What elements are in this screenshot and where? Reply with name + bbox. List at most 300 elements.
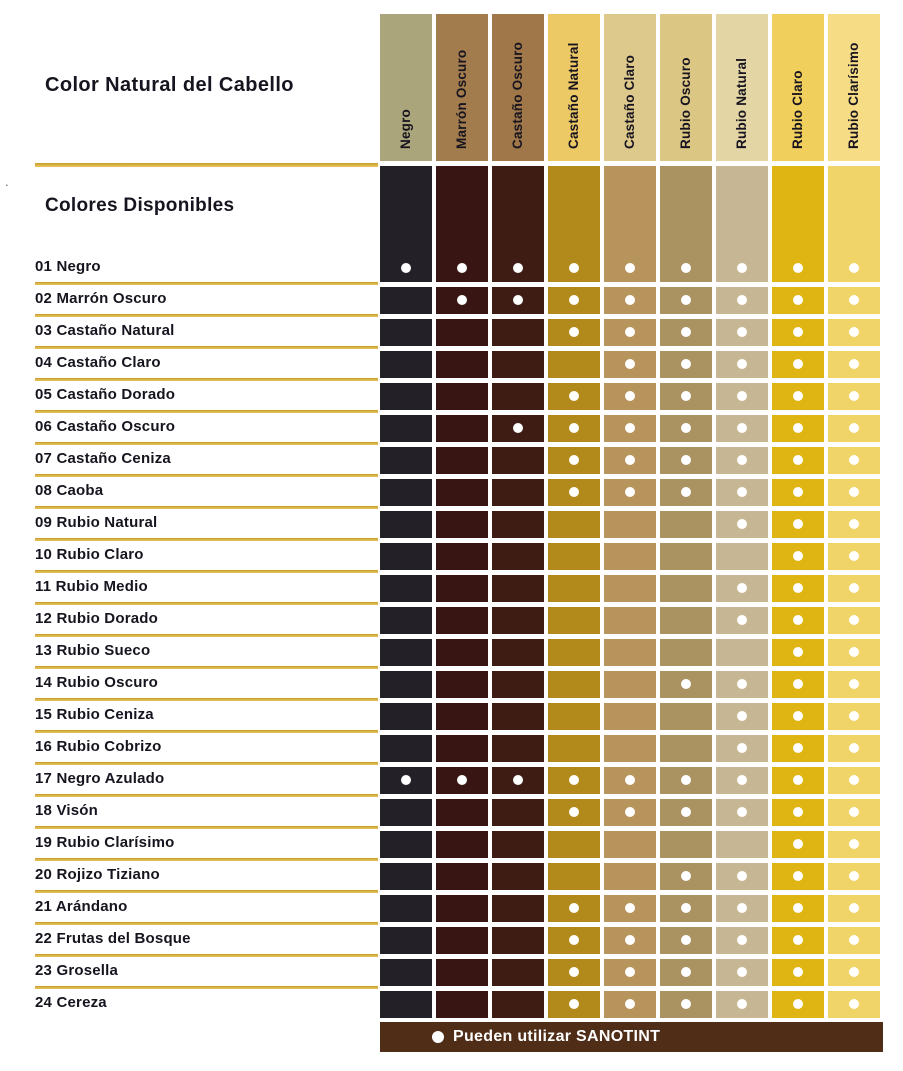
can-use-dot-icon (849, 711, 859, 721)
matrix-cell (828, 543, 880, 570)
matrix-cell (772, 415, 824, 442)
row-label: 23 Grosella (35, 962, 119, 979)
row-label: 16 Rubio Cobrizo (35, 738, 162, 755)
row-divider (35, 826, 378, 829)
matrix-cell (436, 447, 488, 474)
matrix-cell (380, 927, 432, 954)
can-use-dot-icon (625, 327, 635, 337)
matrix-cell (604, 671, 656, 698)
can-use-dot-icon (737, 807, 747, 817)
matrix-cell (380, 895, 432, 922)
matrix-cell (436, 607, 488, 634)
can-use-dot-icon (793, 935, 803, 945)
matrix-cell (492, 895, 544, 922)
can-use-dot-icon (849, 583, 859, 593)
can-use-dot-icon (849, 615, 859, 625)
row-label: 05 Castaño Dorado (35, 386, 176, 403)
can-use-dot-icon (681, 455, 691, 465)
matrix-cell (716, 767, 768, 794)
can-use-dot-icon (793, 263, 803, 273)
can-use-dot-icon (849, 327, 859, 337)
can-use-dot-icon (737, 295, 747, 305)
matrix-cell (660, 511, 712, 538)
column-header-label: Castaño Claro (622, 54, 637, 149)
matrix-cell (604, 511, 656, 538)
can-use-dot-icon (849, 967, 859, 977)
matrix-cell (716, 447, 768, 474)
row-divider (35, 378, 378, 381)
can-use-dot-icon (625, 263, 635, 273)
matrix-cell (436, 959, 488, 986)
matrix-cell (380, 799, 432, 826)
matrix-cell (604, 639, 656, 666)
can-use-dot-icon (569, 487, 579, 497)
matrix-cell (436, 767, 488, 794)
can-use-dot-icon (737, 327, 747, 337)
can-use-dot-icon (625, 295, 635, 305)
row-divider (35, 954, 378, 957)
can-use-dot-icon (625, 935, 635, 945)
column-header (436, 14, 488, 161)
matrix-cell (492, 447, 544, 474)
matrix-cell (380, 351, 432, 378)
matrix-cell (492, 607, 544, 634)
matrix-cell (548, 959, 600, 986)
can-use-dot-icon (737, 423, 747, 433)
matrix-cell (716, 639, 768, 666)
matrix-cell (604, 799, 656, 826)
row-divider (35, 986, 378, 989)
can-use-dot-icon (681, 487, 691, 497)
matrix-cell (716, 319, 768, 346)
row-divider (35, 410, 378, 413)
matrix-cell (380, 735, 432, 762)
matrix-cell (716, 383, 768, 410)
can-use-dot-icon (849, 679, 859, 689)
matrix-cell (828, 287, 880, 314)
matrix-cell (716, 479, 768, 506)
column-header (716, 14, 768, 161)
can-use-dot-icon (737, 455, 747, 465)
row-divider (35, 474, 378, 477)
matrix-cell (772, 703, 824, 730)
can-use-dot-icon (625, 423, 635, 433)
matrix-cell (492, 671, 544, 698)
row-label: 11 Rubio Medio (35, 578, 148, 595)
matrix-cell (772, 543, 824, 570)
matrix-cell (380, 575, 432, 602)
page-title: Color Natural del Cabello (45, 74, 294, 96)
column-header-label: Castaño Natural (566, 42, 581, 149)
can-use-dot-icon (681, 391, 691, 401)
can-use-dot-icon (793, 999, 803, 1009)
matrix-cell (604, 575, 656, 602)
matrix-cell (828, 895, 880, 922)
row-divider (35, 794, 378, 797)
matrix-cell (492, 287, 544, 314)
row-label: 21 Arándano (35, 898, 128, 915)
matrix-cell (380, 543, 432, 570)
can-use-dot-icon (849, 455, 859, 465)
matrix-cell (436, 479, 488, 506)
matrix-cell (548, 166, 600, 282)
row-divider (35, 698, 378, 701)
can-use-dot-icon (569, 391, 579, 401)
can-use-dot-icon (849, 359, 859, 369)
matrix-cell (660, 799, 712, 826)
can-use-dot-icon (793, 327, 803, 337)
matrix-cell (604, 703, 656, 730)
matrix-cell (828, 351, 880, 378)
matrix-cell (492, 415, 544, 442)
can-use-dot-icon (625, 807, 635, 817)
can-use-dot-icon (793, 647, 803, 657)
can-use-dot-icon (569, 903, 579, 913)
can-use-dot-icon (681, 999, 691, 1009)
matrix-cell (492, 927, 544, 954)
matrix-cell (660, 895, 712, 922)
can-use-dot-icon (793, 967, 803, 977)
row-divider (35, 538, 378, 541)
row-label: 08 Caoba (35, 482, 104, 499)
matrix-cell (716, 799, 768, 826)
can-use-dot-icon (849, 807, 859, 817)
matrix-cell (436, 991, 488, 1018)
row-label: 15 Rubio Ceniza (35, 706, 154, 723)
row-divider (35, 858, 378, 861)
matrix-cell (828, 415, 880, 442)
row-divider (35, 602, 378, 605)
matrix-cell (436, 543, 488, 570)
can-use-dot-icon (793, 871, 803, 881)
matrix-cell (436, 351, 488, 378)
matrix-cell (380, 767, 432, 794)
matrix-cell (380, 959, 432, 986)
can-use-dot-icon (849, 903, 859, 913)
matrix-cell (492, 383, 544, 410)
matrix-cell (604, 479, 656, 506)
matrix-cell (828, 166, 880, 282)
can-use-dot-icon (681, 775, 691, 785)
can-use-dot-icon (737, 359, 747, 369)
matrix-cell (604, 607, 656, 634)
matrix-cell (828, 831, 880, 858)
matrix-cell (380, 831, 432, 858)
matrix-cell (492, 319, 544, 346)
can-use-dot-icon (569, 327, 579, 337)
matrix-cell (716, 959, 768, 986)
matrix-cell (660, 351, 712, 378)
can-use-dot-icon (737, 519, 747, 529)
matrix-cell (772, 639, 824, 666)
matrix-cell (660, 479, 712, 506)
can-use-dot-icon (737, 679, 747, 689)
matrix-cell (828, 927, 880, 954)
matrix-cell (828, 703, 880, 730)
can-use-dot-icon (793, 903, 803, 913)
matrix-cell (604, 927, 656, 954)
matrix-cell (548, 895, 600, 922)
can-use-dot-icon (793, 519, 803, 529)
matrix-cell (716, 575, 768, 602)
matrix-cell (772, 927, 824, 954)
matrix-cell (828, 575, 880, 602)
can-use-dot-icon (625, 359, 635, 369)
matrix-cell (660, 735, 712, 762)
matrix-cell (548, 415, 600, 442)
can-use-dot-icon (849, 519, 859, 529)
matrix-cell (548, 447, 600, 474)
matrix-cell (772, 735, 824, 762)
matrix-cell (380, 671, 432, 698)
row-divider (35, 666, 378, 669)
matrix-cell (660, 287, 712, 314)
matrix-cell (380, 479, 432, 506)
matrix-cell (380, 383, 432, 410)
row-label: 18 Visón (35, 802, 99, 819)
matrix-cell (436, 671, 488, 698)
matrix-cell (660, 831, 712, 858)
row-divider (35, 890, 378, 893)
matrix-cell (604, 735, 656, 762)
matrix-cell (772, 895, 824, 922)
matrix-cell (548, 799, 600, 826)
matrix-cell (772, 831, 824, 858)
can-use-dot-icon (681, 679, 691, 689)
can-use-dot-icon (569, 263, 579, 273)
matrix-cell (492, 703, 544, 730)
matrix-cell (828, 735, 880, 762)
can-use-dot-icon (793, 615, 803, 625)
row-divider (35, 634, 378, 637)
can-use-dot-icon (849, 999, 859, 1009)
row-divider (35, 506, 378, 509)
can-use-dot-icon (401, 263, 411, 273)
matrix-cell (548, 575, 600, 602)
row-divider (35, 922, 378, 925)
matrix-cell (828, 863, 880, 890)
can-use-dot-icon (681, 263, 691, 273)
matrix-cell (492, 639, 544, 666)
matrix-cell (436, 735, 488, 762)
matrix-cell (604, 351, 656, 378)
can-use-dot-icon (457, 775, 467, 785)
matrix-cell (492, 575, 544, 602)
matrix-cell (436, 415, 488, 442)
matrix-cell (660, 543, 712, 570)
column-header (604, 14, 656, 161)
column-header (828, 14, 880, 161)
matrix-cell (716, 351, 768, 378)
matrix-cell (548, 831, 600, 858)
matrix-cell (548, 991, 600, 1018)
matrix-cell (436, 287, 488, 314)
column-header-label: Rubio Natural (734, 57, 749, 149)
matrix-cell (548, 607, 600, 634)
matrix-cell (772, 863, 824, 890)
row-label: 10 Rubio Claro (35, 546, 144, 563)
matrix-cell (604, 415, 656, 442)
matrix-cell (660, 447, 712, 474)
can-use-dot-icon (681, 423, 691, 433)
matrix-cell (380, 703, 432, 730)
matrix-cell (716, 703, 768, 730)
can-use-dot-icon (569, 423, 579, 433)
matrix-cell (436, 511, 488, 538)
matrix-cell (660, 639, 712, 666)
matrix-cell (492, 351, 544, 378)
can-use-dot-icon (849, 935, 859, 945)
row-divider (35, 314, 378, 317)
can-use-dot-icon (681, 359, 691, 369)
matrix-cell (436, 319, 488, 346)
can-use-dot-icon (625, 391, 635, 401)
matrix-cell (492, 863, 544, 890)
matrix-cell (604, 767, 656, 794)
matrix-cell (772, 767, 824, 794)
can-use-dot-icon (793, 423, 803, 433)
can-use-dot-icon (737, 775, 747, 785)
can-use-dot-icon (793, 551, 803, 561)
row-label: 22 Frutas del Bosque (35, 930, 191, 947)
matrix-cell (548, 511, 600, 538)
can-use-dot-icon (793, 775, 803, 785)
matrix-cell (548, 927, 600, 954)
can-use-dot-icon (793, 711, 803, 721)
can-use-dot-icon (569, 775, 579, 785)
matrix-cell (772, 799, 824, 826)
column-header-label: Marrón Oscuro (454, 49, 469, 149)
matrix-cell (604, 287, 656, 314)
matrix-cell (548, 703, 600, 730)
matrix-cell (772, 511, 824, 538)
can-use-dot-icon (401, 775, 411, 785)
column-header (492, 14, 544, 161)
stray-period: . (5, 174, 9, 189)
matrix-cell (716, 287, 768, 314)
matrix-cell (772, 383, 824, 410)
matrix-cell (436, 895, 488, 922)
matrix-cell (660, 703, 712, 730)
row-divider (35, 442, 378, 445)
matrix-cell (548, 671, 600, 698)
matrix-cell (604, 383, 656, 410)
matrix-cell (660, 959, 712, 986)
matrix-cell (548, 319, 600, 346)
matrix-cell (716, 735, 768, 762)
column-header-label: Rubio Claro (790, 70, 805, 149)
matrix-cell (436, 383, 488, 410)
matrix-cell (604, 895, 656, 922)
can-use-dot-icon (737, 263, 747, 273)
matrix-cell (660, 319, 712, 346)
can-use-dot-icon (681, 807, 691, 817)
row-label: 03 Castaño Natural (35, 322, 175, 339)
matrix-cell (380, 447, 432, 474)
row-label: 04 Castaño Claro (35, 354, 161, 371)
can-use-dot-icon (737, 391, 747, 401)
matrix-cell (492, 959, 544, 986)
column-header-label: Castaño Oscuro (510, 41, 525, 149)
can-use-dot-icon (849, 263, 859, 273)
row-divider (35, 762, 378, 765)
matrix-cell (604, 543, 656, 570)
matrix-cell (604, 991, 656, 1018)
can-use-dot-icon (737, 903, 747, 913)
matrix-cell (772, 607, 824, 634)
row-label: 20 Rojizo Tiziano (35, 866, 160, 883)
matrix-cell (772, 575, 824, 602)
matrix-cell (436, 831, 488, 858)
can-use-dot-icon (737, 871, 747, 881)
can-use-dot-icon (737, 615, 747, 625)
matrix-cell (828, 319, 880, 346)
matrix-cell (548, 639, 600, 666)
matrix-cell (380, 415, 432, 442)
can-use-dot-icon (569, 455, 579, 465)
can-use-dot-icon (849, 487, 859, 497)
matrix-cell (772, 479, 824, 506)
matrix-cell (772, 166, 824, 282)
can-use-dot-icon (457, 263, 467, 273)
can-use-dot-icon (513, 775, 523, 785)
matrix-cell (548, 351, 600, 378)
matrix-cell (380, 287, 432, 314)
can-use-dot-icon (793, 359, 803, 369)
matrix-cell (660, 767, 712, 794)
matrix-cell (380, 991, 432, 1018)
can-use-dot-icon (513, 295, 523, 305)
can-use-dot-icon (849, 391, 859, 401)
matrix-cell (828, 511, 880, 538)
column-header (548, 14, 600, 161)
row-label: 07 Castaño Ceniza (35, 450, 171, 467)
matrix-cell (772, 287, 824, 314)
can-use-dot-icon (625, 999, 635, 1009)
can-use-dot-icon (681, 327, 691, 337)
row-divider (35, 570, 378, 573)
can-use-dot-icon (849, 551, 859, 561)
can-use-dot-icon (569, 935, 579, 945)
can-use-dot-icon (849, 839, 859, 849)
matrix-cell (380, 863, 432, 890)
matrix-cell (492, 543, 544, 570)
matrix-cell (436, 575, 488, 602)
can-use-dot-icon (569, 807, 579, 817)
can-use-dot-icon (737, 967, 747, 977)
matrix-cell (660, 991, 712, 1018)
can-use-dot-icon (737, 935, 747, 945)
can-use-dot-icon (793, 487, 803, 497)
matrix-cell (828, 639, 880, 666)
can-use-dot-icon (793, 455, 803, 465)
row-label: 14 Rubio Oscuro (35, 674, 159, 691)
column-header (660, 14, 712, 161)
can-use-dot-icon (457, 295, 467, 305)
matrix-cell (380, 319, 432, 346)
row-divider (35, 282, 378, 285)
matrix-cell (716, 415, 768, 442)
matrix-cell (492, 991, 544, 1018)
matrix-cell (492, 511, 544, 538)
matrix-cell (548, 863, 600, 890)
matrix-cell (436, 639, 488, 666)
row-label: 02 Marrón Oscuro (35, 290, 167, 307)
matrix-cell (660, 383, 712, 410)
legend-bar (380, 1022, 883, 1052)
matrix-cell (716, 831, 768, 858)
matrix-cell (660, 671, 712, 698)
